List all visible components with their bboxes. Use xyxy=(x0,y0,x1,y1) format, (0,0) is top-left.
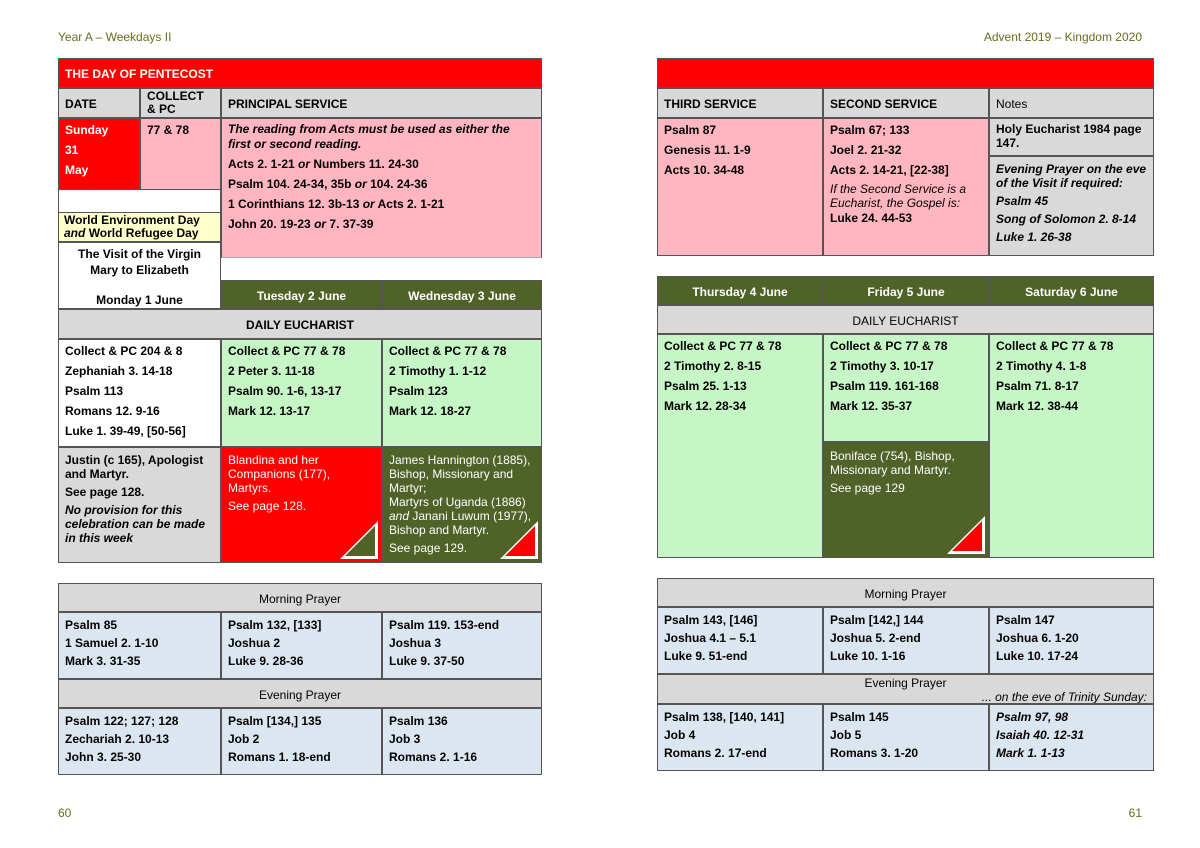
notes-evening-prayer xyxy=(989,156,1154,256)
thu-reading: Psalm 25. 1-13 xyxy=(664,379,747,393)
page-number-right: 61 xyxy=(1128,806,1142,820)
principal-4: John 20. 19-23 xyxy=(228,217,311,231)
ep-reading: Psalm 136 xyxy=(389,714,448,728)
daily-eucharist-left: DAILY EUCHARIST xyxy=(58,309,542,339)
col-principal-header: PRINCIPAL SERVICE xyxy=(221,88,542,118)
mp-reading: Luke 10. 1-16 xyxy=(830,649,906,663)
notes-reading: Song of Solomon 2. 8-14 xyxy=(996,212,1137,226)
evening-prayer-left: Evening Prayer xyxy=(58,679,542,708)
env-day-1: World Environment Day xyxy=(64,213,200,227)
col-notes-header: Notes xyxy=(989,88,1154,118)
tue-see-page: See page 128. xyxy=(228,499,307,513)
date-cell xyxy=(58,118,140,190)
mp-monday xyxy=(58,612,221,679)
thu-reading: Mark 12. 28-34 xyxy=(664,399,747,413)
mp-wednesday xyxy=(382,612,542,679)
ep-reading: Zechariah 2. 10-13 xyxy=(65,732,170,746)
second-note: If the Second Service is a Eucharist, the Gospel is: xyxy=(830,182,967,210)
ep-reading: Psalm 138, [140, 141] xyxy=(664,710,785,724)
sat-reading: Psalm 71. 8-17 xyxy=(996,379,1079,393)
mon-reading: Luke 1. 39-49, [50-56] xyxy=(65,424,186,438)
mp-reading: Psalm 85 xyxy=(65,618,118,632)
wed-reading: Mark 12. 18-27 xyxy=(389,404,472,418)
ep-reading: Psalm [134,] 135 xyxy=(228,714,322,728)
principal-2-or: or xyxy=(354,177,367,191)
principal-gap xyxy=(221,258,542,280)
mon-saint-text: Justin (c 165), Apologist and Martyr. xyxy=(65,453,204,481)
thursday-readings xyxy=(657,334,823,558)
tuesday-readings xyxy=(221,339,382,447)
day-saturday: Saturday 6 June xyxy=(989,276,1154,305)
fri-reading: Psalm 119. 161-168 xyxy=(830,379,939,393)
mp-reading: Psalm 132, [133] xyxy=(228,618,322,632)
principal-4b: 7. 37-39 xyxy=(329,217,374,231)
date-num: 31 xyxy=(65,143,79,157)
mp-reading: Luke 9. 28-36 xyxy=(228,654,304,668)
notes-ep-text: Evening Prayer on the eve of the Visit if required: xyxy=(996,162,1147,190)
principal-3-or: or xyxy=(362,197,375,211)
mp-reading: Joshua 2 xyxy=(228,636,281,650)
wed-reading: 2 Timothy 1. 1-12 xyxy=(389,364,487,378)
daily-eucharist-right: DAILY EUCHARIST xyxy=(657,305,1154,334)
tuesday-saint xyxy=(221,447,382,563)
ep-reading: Psalm 145 xyxy=(830,710,889,724)
fri-reading: Collect & PC 77 & 78 xyxy=(830,339,948,353)
ep-reading: John 3. 25-30 xyxy=(65,750,142,764)
principal-4-or: or xyxy=(314,217,327,231)
day-friday: Friday 5 June xyxy=(823,276,989,305)
fri-saint-text: Boniface (754), Bishop, Missionary and Martyr. xyxy=(830,449,955,477)
ep-reading: Job 3 xyxy=(389,732,421,746)
evening-prayer-right xyxy=(657,674,1154,704)
second-reading: Acts 2. 14-21, [22-38] xyxy=(830,163,949,177)
ep-reading: Job 2 xyxy=(228,732,260,746)
third-reading: Acts 10. 34-48 xyxy=(664,163,745,177)
date-day: Sunday xyxy=(65,123,109,137)
mp-reading: Luke 9. 37-50 xyxy=(389,654,465,668)
collect-cell: 77 & 78 xyxy=(140,118,221,190)
day-monday: Monday 1 June xyxy=(96,293,183,307)
friday-readings xyxy=(823,334,989,442)
ep-reading: Mark 1. 1-13 xyxy=(996,746,1065,760)
ep-reading: Psalm 97, 98 xyxy=(996,710,1069,724)
mp-reading: Luke 9. 51-end xyxy=(664,649,748,663)
mon-see-page: See page 128. xyxy=(65,485,145,499)
third-reading: Genesis 11. 1-9 xyxy=(664,143,751,157)
env-day-2: World Refugee Day xyxy=(88,226,199,240)
fri-reading: 2 Timothy 3. 10-17 xyxy=(830,359,934,373)
tue-reading: Psalm 90. 1-6, 13-17 xyxy=(228,384,342,398)
evening-prayer-label: Evening Prayer xyxy=(864,676,947,690)
wednesday-readings xyxy=(382,339,542,447)
mp-reading: 1 Samuel 2. 1-10 xyxy=(65,636,159,650)
page-number-left: 60 xyxy=(58,806,72,820)
fri-reading: Mark 12. 35-37 xyxy=(830,399,913,413)
second-reading: Psalm 67; 133 xyxy=(830,123,910,137)
principal-3b: Acts 2. 1-21 xyxy=(377,197,445,211)
ep-reading: Romans 2. 17-end xyxy=(664,746,767,760)
mp-reading: Psalm 119. 153-end xyxy=(389,618,500,632)
mon-reading: Collect & PC 204 & 8 xyxy=(65,344,183,358)
red-triangle-icon xyxy=(947,516,985,554)
red-triangle-icon xyxy=(500,521,538,559)
saturday-readings xyxy=(989,334,1154,558)
thu-reading: Collect & PC 77 & 78 xyxy=(664,339,782,353)
principal-1-or: or xyxy=(298,157,311,171)
ep-reading: Romans 2. 1-16 xyxy=(389,750,478,764)
mp-reading: Joshua 6. 1-20 xyxy=(996,631,1079,645)
second-service xyxy=(823,118,989,256)
ep-reading: Isaiah 40. 12-31 xyxy=(996,728,1085,742)
eve-trinity-label: ... on the eve of Trinity Sunday: xyxy=(981,690,1147,704)
mp-reading: Mark 3. 31-35 xyxy=(65,654,141,668)
fri-see-page: See page 129 xyxy=(830,481,905,495)
ep-reading: Job 5 xyxy=(830,728,862,742)
ep-monday xyxy=(58,708,221,775)
visit-title: The Visit of the Virgin Mary to Elizabeth xyxy=(78,247,201,277)
tue-reading: 2 Peter 3. 11-18 xyxy=(228,364,315,378)
environment-day xyxy=(58,212,221,242)
running-header-right: Advent 2019 – Kingdom 2020 xyxy=(983,30,1142,44)
sat-reading: 2 Timothy 4. 1-8 xyxy=(996,359,1087,373)
ep-tuesday xyxy=(221,708,382,775)
ep-friday xyxy=(823,704,989,771)
second-reading: Joel 2. 21-32 xyxy=(830,143,902,157)
mon-note: No provision for this celebration can be made in this week xyxy=(65,503,206,545)
running-header-left: Year A – Weekdays II xyxy=(58,30,172,44)
monday-header xyxy=(58,242,221,309)
notes-holy-eucharist: Holy Eucharist 1984 page 147. xyxy=(989,118,1154,156)
friday-saint xyxy=(823,442,989,558)
morning-prayer-left: Morning Prayer xyxy=(58,583,542,612)
ep-reading: Psalm 122; 127; 128 xyxy=(65,714,179,728)
col-second-header: SECOND SERVICE xyxy=(823,88,989,118)
mon-reading: Zephaniah 3. 14-18 xyxy=(65,364,173,378)
spacer-cell xyxy=(58,190,221,212)
tue-saint-text: Blandina and her Companions (177), Martyrs. xyxy=(228,453,331,495)
tue-reading: Mark 12. 13-17 xyxy=(228,404,311,418)
wed-saint-and: and xyxy=(389,509,410,523)
olive-triangle-icon xyxy=(340,521,378,559)
wed-reading: Psalm 123 xyxy=(389,384,448,398)
mp-thursday xyxy=(657,607,823,674)
principal-service xyxy=(221,118,542,258)
pentecost-title: THE DAY OF PENTECOST xyxy=(58,58,542,88)
wednesday-saint xyxy=(382,447,542,563)
principal-2b: 104. 24-36 xyxy=(370,177,428,191)
mp-reading: Joshua 4.1 – 5.1 xyxy=(664,631,757,645)
notes-reading: Psalm 45 xyxy=(996,194,1049,208)
day-tuesday: Tuesday 2 June xyxy=(221,280,382,309)
mp-reading: Psalm [142,] 144 xyxy=(830,613,924,627)
mp-reading: Psalm 147 xyxy=(996,613,1055,627)
mp-tuesday xyxy=(221,612,382,679)
principal-3: 1 Corinthians 12. 3b-13 xyxy=(228,197,360,211)
ep-saturday xyxy=(989,704,1154,771)
second-reading: Luke 24. 44-53 xyxy=(830,211,913,225)
principal-note: The reading from Acts must be used as either the first or second reading. xyxy=(228,122,510,151)
pentecost-title-bar-right xyxy=(657,58,1154,88)
col-collect-header: COLLECT & PC xyxy=(140,88,221,118)
wed-saint-1: James Hannington (1885), Bishop, Missionary and Martyr; xyxy=(389,453,531,495)
mon-reading: Psalm 113 xyxy=(65,384,124,398)
col-third-header: THIRD SERVICE xyxy=(657,88,823,118)
mon-reading: Romans 12. 9-16 xyxy=(65,404,160,418)
wed-reading: Collect & PC 77 & 78 xyxy=(389,344,507,358)
principal-1b: Numbers 11. 24-30 xyxy=(313,157,419,171)
notes-reading: Luke 1. 26-38 xyxy=(996,230,1072,244)
mp-saturday xyxy=(989,607,1154,674)
day-thursday: Thursday 4 June xyxy=(657,276,823,305)
ep-wednesday xyxy=(382,708,542,775)
mp-reading: Joshua 3 xyxy=(389,636,442,650)
sat-reading: Mark 12. 38-44 xyxy=(996,399,1079,413)
wed-see-page: See page 129. xyxy=(389,541,468,555)
morning-prayer-right: Morning Prayer xyxy=(657,578,1154,607)
thu-reading: 2 Timothy 2. 8-15 xyxy=(664,359,762,373)
ep-reading: Job 4 xyxy=(664,728,696,742)
third-reading: Psalm 87 xyxy=(664,123,717,137)
ep-reading: Romans 1. 18-end xyxy=(228,750,331,764)
mp-reading: Luke 10. 17-24 xyxy=(996,649,1079,663)
monday-saint xyxy=(58,447,221,563)
mp-friday xyxy=(823,607,989,674)
mp-reading: Joshua 5. 2-end xyxy=(830,631,921,645)
env-day-and: and xyxy=(64,226,86,240)
wed-saint-2: Martyrs of Uganda (1886) xyxy=(389,495,526,509)
third-service xyxy=(657,118,823,256)
tue-reading: Collect & PC 77 & 78 xyxy=(228,344,346,358)
mp-reading: Psalm 143, [146] xyxy=(664,613,758,627)
date-month: May xyxy=(65,163,89,177)
ep-thursday xyxy=(657,704,823,771)
col-date-header: DATE xyxy=(58,88,140,118)
principal-1: Acts 2. 1-21 xyxy=(228,157,295,171)
principal-2: Psalm 104. 24-34, 35b xyxy=(228,177,352,191)
sat-reading: Collect & PC 77 & 78 xyxy=(996,339,1114,353)
day-wednesday: Wednesday 3 June xyxy=(382,280,542,309)
wed-saint-3: Janani Luwum (1977), Bishop and Martyr. xyxy=(389,509,532,537)
ep-reading: Romans 3. 1-20 xyxy=(830,746,919,760)
monday-readings xyxy=(58,339,221,447)
